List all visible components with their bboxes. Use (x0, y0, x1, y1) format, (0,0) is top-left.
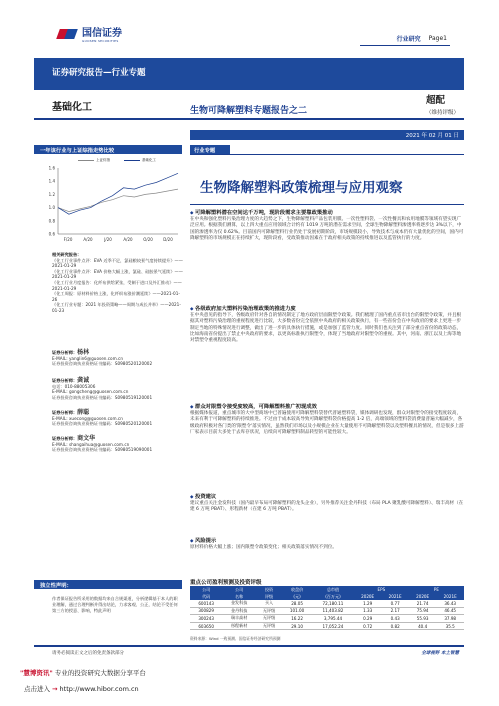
title-rule (190, 204, 464, 205)
series-line (58, 189, 178, 212)
table-header-row: 公司 公司 投资 收盘价 总市值 EPS PE (190, 586, 464, 593)
section-4 (190, 494, 464, 514)
related-head: 相关研究报告： (52, 252, 82, 257)
section-head: ◆ 投资建议 (190, 494, 464, 501)
analyst-phone: 电话：010-88005306 (52, 383, 96, 389)
table-cell: 彤程新材 (222, 622, 256, 630)
table-header-row: 代码 名称 评级 (元) (百万元) 2020E 2021E 2020E 2021E (190, 593, 464, 600)
x-tick-label: F/20 (63, 237, 73, 242)
y-tick-label: 0.8 (48, 218, 55, 224)
section-body: 原材料价格大幅上涨；国内限塑令政策变化；相关政策落实情况不到位。 (190, 545, 338, 551)
analyst-name: 薛聪 (77, 409, 90, 416)
trend-chart (34, 164, 184, 248)
logo-cn: 国信证券 (82, 28, 122, 39)
chart-legend (78, 158, 156, 163)
section-body: 在中央和强化塑料污染治理力度的大趋势之下，生物降解塑料产品包装用膜、一次性塑料袋、一次性餐具和农用地膜等领域有望实现广泛应用。根据我们测算，以上四大重点应用领域合计约有 1019 万吨的潜在需求空间，全球生物降解塑料渗透率将逐步达 3%以下，中国的渗透率为仅 0.62%。目前国内可降解塑料行业仍处于发展初期阶段，市场规模较小，导致技术与成本仍有大量优化的空间，国内可降解塑料的市场规模正在持续扩大，现阶段看，受政策推动因素在于政府相关政策的持续推进以及监管执行的力度。 (190, 217, 464, 241)
section-2 (190, 306, 464, 344)
table-cell: 21.74 (409, 600, 437, 607)
section-body: 建议重点关注金发科技（国内最早布局可降解塑料的龙头企业），另外推荐关注金丹科技（布局 PLA 聚乳酸可降解塑料）、瑞丰高材（在建 6 万吨 PBAT）、彤程新材（在建 6 万吨 PBAT）。 (190, 501, 464, 513)
table-cell: 瑞丰高材 (222, 615, 256, 623)
analyst-name: 杨林 (77, 349, 90, 356)
table-cell: 1.33 (354, 607, 382, 615)
analyst-2: 证券分析师：龚诚 电话：010-88005306 E-MAIL: gongcheng@guosen.com.cn 证券投资咨询执业资格证书编码：S0980519120001 (52, 378, 184, 400)
y-tick-label: 1.0 (48, 205, 55, 211)
chart-heading: 一年该行业与上证综指走势比较 (34, 145, 182, 154)
analyst-email: E-MAIL: gongcheng@guosen.com.cn (52, 389, 129, 395)
table-cell: 无评级 (256, 615, 282, 623)
analyst-name: 龚诚 (77, 377, 90, 384)
table-row (190, 615, 464, 623)
analyst-3: 证券分析师：薛聪 E-MAIL: xuecong@guosen.com.cn 证券投资咨询执业资格证书编码：S0980520120001 (52, 410, 184, 427)
analyst-email: E-MAIL: yanglin6@guosen.com.cn (52, 355, 123, 361)
table-cell: 无评级 (256, 607, 282, 615)
table-row (190, 607, 464, 615)
sector-name: 基础化工 (52, 102, 92, 113)
analyst-cert: 证券投资咨询执业资格证书编码：S0980519090001 (52, 447, 153, 453)
rating-sub: （维持评级） (426, 110, 460, 116)
report-tag: 行业专题 (190, 145, 230, 154)
table-source: 资料来源：Wind 一致预测、国信证券经济研究所预测 (190, 636, 281, 641)
section-5 (190, 538, 464, 551)
related-item: 《化工行业事件点评：EVA 价格大幅上涨，氯硅、硅胶景气延续》——2021-01-29 (52, 268, 183, 280)
analyst-name: 商文华 (77, 435, 96, 442)
table-cell: 300243 (190, 615, 222, 623)
section-body: 在中央意见的指导下，各级政府针对各自的情况制定了地方政府层面限塑令政策。我们梳理了国内重点省市出台的限塑令政策，并且根据其对塑料污染治理的重视程度进行比较，大多数省份完全依照中央政府的相关政策执行，有一些省份会在中央政府的要求上更进一步制定当地的特殊情况进行调整，做出了进一步的具体执行措施，或是加强了监管力度。同时我们也关注到了部分重点省份的政策动态，比如海南省份提出了禁止中央政府的要求，以更高标准执行限塑令，体现了当地政府对限塑令的重视。其中，河南、浙江以及上海等地对禁塑令重视程度较高。 (190, 313, 462, 344)
related-item: 《化工行业事件点评：EVA 近季不足，氯硅粮较景气度持续提升》——2021-01-29 (52, 257, 183, 269)
table-cell: 36.43 (436, 600, 464, 607)
table-cell: 0.29 (354, 615, 382, 623)
y-tick-label: 1.2 (48, 191, 55, 197)
table-cell: 3,795.44 (312, 615, 354, 623)
report-date: 2021 年 02 月 01 日 (405, 133, 459, 139)
watermark-line-2[interactable]: 点击进入 → http://www.hibor.com.cn (24, 685, 139, 693)
header-page: Page1 (428, 35, 447, 42)
analyst-cert: 证券投资咨询执业资格证书编码：S0980519120001 (52, 394, 153, 400)
x-tick-label: D/20 (163, 237, 173, 242)
footer-disclaimer: 请务必阅读正文之后的免责条款部分 (52, 651, 124, 656)
disclaimer-heading: 独立性声明： (34, 580, 182, 589)
table-cell: 16.22 (282, 615, 312, 623)
analyst-email: E-MAIL: shangaihua@guosen.com.cn (52, 441, 130, 447)
table-cell: 600143 (190, 600, 222, 607)
forecast-table (190, 586, 464, 630)
legend-item-index: 上证综指 (78, 158, 110, 163)
main-title: 生物降解塑料政策梳理与应用观察 (200, 180, 403, 196)
x-tick-label: A/20 (83, 237, 93, 242)
logo-en: GUOSEN SECURITIES (82, 39, 119, 43)
table-cell: 55.93 (409, 615, 437, 623)
footer-rule (34, 645, 464, 647)
x-tick-label: O/20 (143, 237, 153, 242)
band-title: 证券研究报告—行业专题 (52, 68, 146, 78)
table-cell: 金发科技 (222, 600, 256, 607)
analyst-cert: 证券投资咨询执业资格证书编码：S0980520120001 (52, 421, 153, 427)
y-tick-label: 1.4 (48, 178, 55, 184)
table-cell: 金丹科技 (222, 607, 256, 615)
section-head: ◆ 可降解塑料潜在空间达千万吨，现阶段需求主要靠政策推动 (190, 210, 464, 217)
table-cell: 101.00 (282, 607, 312, 615)
y-tick-label: 0.6 (48, 231, 55, 237)
series-line (58, 173, 178, 214)
report-title: 生物可降解塑料专题报告之二 (190, 106, 308, 116)
table-cell: 1.29 (354, 600, 382, 607)
logo-mark-icon (58, 27, 78, 41)
table-cell: 11,403.82 (312, 607, 354, 615)
section-3 (190, 404, 464, 436)
header-rule (360, 45, 450, 46)
header-category: 行业研究 (396, 36, 421, 43)
analyst-cert: 证券投资咨询执业资格证书编码：S0980520120002 (52, 361, 153, 367)
table-cell: 无评级 (256, 622, 282, 630)
analyst-1: 证券分析师：杨林 E-MAIL: yanglin6@guosen.com.cn 证券投资咨询执业资格证书编码：S0980520120002 (52, 350, 184, 367)
table-cell: 300829 (190, 607, 222, 615)
table-cell: 0.77 (381, 600, 409, 607)
table-cell: 买入 (256, 600, 282, 607)
company-logo (58, 24, 122, 43)
table-row (190, 622, 464, 630)
footer-slogan: 全球视野 本土智慧 (421, 651, 459, 656)
table-cell: 2.17 (381, 607, 409, 615)
rating: 超配 (426, 95, 446, 106)
related-reports (52, 252, 184, 314)
section-1 (190, 210, 464, 242)
tag-rule (190, 154, 464, 155)
x-tick-label: A/20 (123, 237, 133, 242)
analyst-email: E-MAIL: xuecong@guosen.com.cn (52, 415, 123, 421)
related-item: 《化工行业专题：2021 年投资策略——周期与成长并举》——2021-01-23 (52, 302, 181, 313)
table-cell: 72,180.11 (312, 600, 354, 607)
section-body: 根据媒体报道，重点城市的大中型商场中已普遍使用可降解塑料袋替代普通塑料袋，媒体调研也发现，群众对限塑令的接受程度较高，未来有利于可降解塑料的持续推进。不过由于成本较高导致可降解塑料袋价格提高 1-2 倍，高端领域的塑料袋消费量普遍大幅减少，各级政府积极对各门类的'限塑令'落实情况，虽然我们市场以及小规模企业在大量使用不可降解塑料袋以及塑料餐具的情况，但是很多上游厂家表示目前大多处于去库存状况，后续向可降解塑料制品转型的可能性较大。 (190, 411, 464, 435)
section-head: ◆ 风险提示 (190, 538, 464, 545)
related-item: 《化工周报：原材料价格上涨，化纤织布涨价潮延续》——2021-01-26 (52, 291, 180, 302)
table-cell: 40.4 (409, 622, 437, 630)
disclaimer-body: 作者保证报告所采用的数据均来自合规渠道，分析逻辑基于本人的职业理解，通过合理判断并得出结论，力求客观、公正，结论不受任何第三方的授意、影响，特此声明 (52, 596, 178, 613)
related-item: 《化工行业月度报告：化纤布供给紧张，受制于进口及外汇推动》——2021-01-29 (52, 279, 182, 291)
trend-chart-svg (34, 164, 184, 248)
watermark-line-1: "慧博资讯" 专业的投资研究大数据分享平台 (20, 669, 146, 677)
section-head: ◆ 各级政府加大塑料污染治理政策的推进力度 (190, 306, 464, 313)
table-cell: 29.10 (282, 622, 312, 630)
analyst-4: 证券分析师：商文华 E-MAIL: shangaihua@guosen.com.cn 证券投资咨询执业资格证书编码：S0980519090001 (52, 436, 184, 453)
table-cell: 28.05 (282, 600, 312, 607)
section-head: ◆ 群众对限塑令接受度较高，可降解塑料推广初现成效 (190, 404, 464, 411)
legend-item-sector: 基础化工 (124, 158, 156, 163)
table-cell: 0.82 (381, 622, 409, 630)
header-meta (397, 34, 447, 43)
table-cell: 37.98 (436, 615, 464, 623)
table-title: 重点公司盈利预测及投资评级 (190, 580, 262, 586)
table-row (190, 600, 464, 607)
x-tick-label: J/20 (104, 237, 112, 242)
header-separator (34, 118, 464, 120)
table-cell: 0.72 (354, 622, 382, 630)
y-tick-label: 1.6 (48, 165, 55, 171)
table-cell: 17,052.24 (312, 622, 354, 630)
table-cell: 35.5 (436, 622, 464, 630)
table-cell: 75.94 (409, 607, 437, 615)
table-cell: 0.43 (381, 615, 409, 623)
table-cell: 603650 (190, 622, 222, 630)
table-cell: 46.45 (436, 607, 464, 615)
